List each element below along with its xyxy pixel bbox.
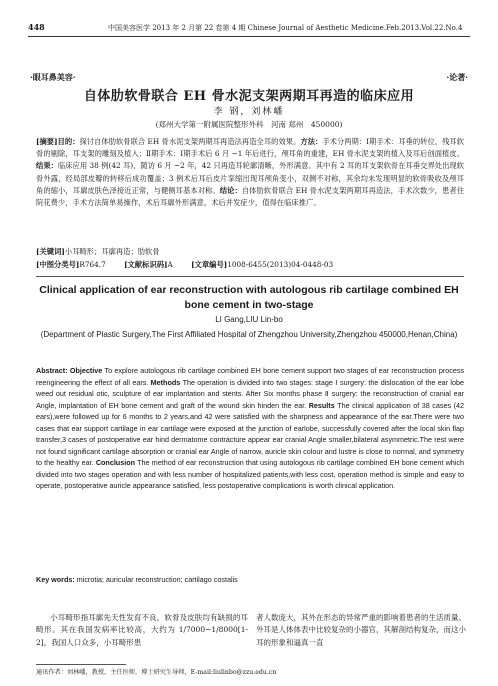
abstract-en-results-label: Results: [308, 400, 335, 410]
keywords-cn-text: 小耳畸形；耳廓再造；肋软骨: [64, 247, 160, 256]
authors-english: LI Gang,LIU Lin-bo: [215, 315, 283, 324]
abstract-en-objective-label: Objective: [69, 366, 103, 375]
abstract-en-objective: To explore autologous rib cartilage combined EH bone cement support two stages of ear reconstruction process reengineering the effect of all ears.: [36, 366, 465, 387]
abstract-cn-conclusion: 自体肋软骨联合 EH 骨水泥支架两期耳再造法，手术次数少，患者住院花费少，手术方法简单易操作，术后耳廓外形满意，术后并发症少，值得在临床推广。: [36, 185, 465, 208]
body-column-right: [256, 612, 466, 649]
footnote-rule: [36, 664, 126, 665]
abstract-en-methods-label: Methods: [150, 377, 181, 387]
abstract-en-conclusion-label: Conclusion: [95, 458, 135, 467]
abstract-en-methods: The operation is divided into two stages: stage Ⅰ surgery: the dislocation of the ear lobe weed out residual otic, sculpture of ear implantation and stents. After Six months phase Ⅱ surgery: the reconstruction of cranial ear Angle, implantation of EH bone cement and graft of the wound skin hinden the ear.: [36, 377, 465, 410]
keywords-cn-label: [关键词]: [36, 247, 65, 256]
authors-chinese: 李 钢，刘林嶓: [213, 107, 285, 117]
title-english: Clinical application of ear reconstruction with autologous rib cartilage combined EH bone cement in two-stage: [39, 284, 459, 311]
abstract-en-label: Abstract:: [36, 366, 68, 375]
title-chinese: 自体肋软骨联合 EH 骨水泥支架两期耳再造的临床应用: [83, 89, 415, 104]
clc-number: [中图分类号]R764.7: [36, 260, 106, 269]
abstract-en-conclusion: The method of ear reconstruction that using autologous rib cartilage combined EH bone cement which divided into two stages operation and with less number of hospitalized patients,with less cost, operation method is simple and easy to operate, postoperative auricle appearance satisfied, less postoperative complications is worth clinical application.: [36, 458, 464, 490]
abstract-english: [36, 365, 464, 492]
abstract-cn-results: 临床应用 38 例(42 耳)，随访 6 月 ~2 年，42 只再造耳轮廓清晰，外形满意。其中有 2 耳的耳支架软骨在耳垂交界处出现软骨外露，经局部皮瓣的转移后成功覆盖；3 例术后耳后皮片挛缩出现耳颅角变小，双侧不对称，其余均未发现明显的软骨吸收及颅耳角的缩小，耳廓皮肤色泽接近正常，与健侧耳基本对称。: [36, 161, 464, 195]
abstract-cn-methods-label: 方法：: [300, 137, 323, 146]
section-label: ·眼耳鼻美容·: [30, 72, 76, 82]
document-code: [文献标识码]A: [124, 260, 173, 269]
abstract-cn-objective: 探讨自体肋软骨联合 EH 骨水泥支架两期耳再造法再造全耳的效果。: [79, 137, 301, 146]
body-right-text: 者人数庞大，其外在形态的异常严重的影响着患者的生活质量。外耳是人体体表中比较复杂的小器官，其解剖结构复杂，而这小耳的形象和逼真一直: [256, 613, 466, 647]
abstract-cn-conclusion-label: 结论：: [219, 185, 242, 195]
abstract-chinese: [36, 136, 464, 209]
section-rule: [36, 276, 464, 277]
keywords-en-label: Key words:: [36, 575, 75, 584]
affiliation-chinese: (郑州大学第一附属医院整形外科 河南 郑州 450000): [155, 120, 343, 129]
abstract-cn-results-label: 结果：: [36, 161, 58, 171]
abstract-en-results: The clinical application of 38 cases (42 ears),were followed up for 6 months to 2 years,and 42 were satisfied with the sharpness and appearance of the ear.There were two cases that ear support cartilage in ear cartilage were exposed at the junction of earlobe, successfully covered after the local skin flap transfer,3 cases of postoperative ear hind dermatome contracture appear ear cranial Angle smaller,bilateral asymmetric.The rest were not found significant cartilage absorption or cranial ear Angle of narrow, auricle skin colour and lustre is close to normal, and symmetry to the healthy ear.: [36, 400, 464, 467]
keywords-english: [36, 575, 464, 584]
corresponding-author-footnote: 通讯作者：刘林嶓，教授，主任医师，博士研究生导师，E-mail:liulinbo@zzu.edu.cn: [36, 669, 277, 676]
abstract-cn-objective-label: 目的：: [57, 137, 80, 146]
running-header: [28, 22, 470, 36]
abstract-cn-methods: 手术分两期：Ⅰ期手术：耳垂的转位，残耳软骨的剔除，耳支架的雕刻及植入；Ⅱ期手术：Ⅰ期手术后 6 月 ~1 年后进行，颅耳角的重建，EH 骨水泥支架的植入及耳后创面植皮。: [36, 137, 465, 159]
header-rule: [28, 36, 470, 37]
page-number: 448: [28, 22, 45, 32]
body-column-left: [36, 612, 248, 649]
keywords-en-text: microtia; auricular reconstruction; cartilago costalis: [76, 575, 238, 584]
body-left-text: 小耳畸形指耳廓先天性发育不良，软骨及皮肤均有缺损的耳畸形。其在我国发病率比较高，大约为 1/7000~1/8000[1-2]，我国人口众多，小耳畸形患: [36, 613, 248, 647]
journal-citation: 中国美容医学 2013 年 2 月第 22 卷第 4 期 Chinese Journal of Aesthetic Medicine.Feb.2013.Vol.22.No.4: [108, 24, 463, 32]
article-number: [文章编号]1008-6455(2013)04-0448-03: [191, 260, 334, 269]
affiliation-english: (Department of Plastic Surgery,The First Affiliated Hospital of Zhengzhou University,Zhengzhou 450000,Henan,China): [40, 330, 458, 339]
classification-line: [36, 260, 464, 270]
keywords-chinese: [36, 247, 464, 257]
article-type-label: ·论著·: [446, 72, 468, 82]
abstract-cn-label: [摘要]: [36, 137, 58, 146]
